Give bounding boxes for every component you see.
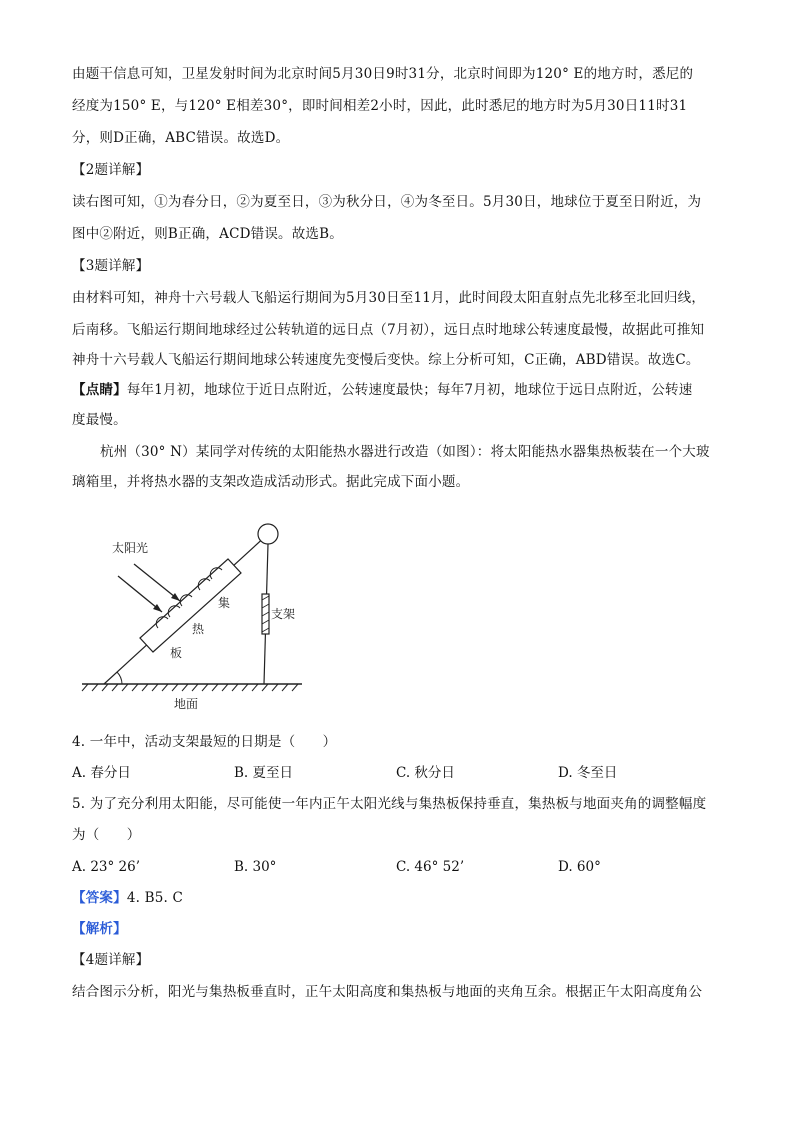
q4-option-b[interactable]: B. 夏至日 <box>234 765 294 781</box>
tip-text: 每年1月初，地球位于近日点附近，公转速度最快；每年7月初，地球位于远日点附近，公转速 <box>126 382 693 398</box>
label-ban: 板 <box>170 646 183 660</box>
pivot-circle <box>258 524 278 544</box>
q5-option-c[interactable]: C. 46° 52’ <box>396 859 465 875</box>
paragraph-line: 结合图示分析，阳光与集热板垂直时，正午太阳高度和集热板与地面的夹角互余。根据正午太阳高度角公 <box>72 984 703 1000</box>
answer-line <box>72 888 732 908</box>
q5-option-b[interactable]: B. 30° <box>234 859 277 875</box>
tip-label: 【点睛】 <box>72 382 127 398</box>
paragraph-line: 神舟十六号载人飞船运行期间地球公转速度先变慢后变快。综上分析可知，C正确，ABD错误。故选C。 <box>72 352 700 368</box>
intro-line: 杭州（30° N）某同学对传统的太阳能热水器进行改造（如图）：将太阳能热水器集热板装在一个大玻 <box>100 444 710 460</box>
section-heading-2: 【2题详解】 <box>72 162 150 178</box>
answer-text: 4. B5. C <box>126 890 184 906</box>
q5-option-d[interactable]: D. 60° <box>558 859 601 875</box>
solar-heater-diagram <box>78 518 338 714</box>
q4-option-d[interactable]: D. 冬至日 <box>558 765 618 781</box>
question-5-stem: 5. 为了充分利用太阳能，尽可能使一年内正午太阳光线与集热板保持垂直，集热板与地面夹角的调整幅度 <box>72 796 707 812</box>
label-sunlight: 太阳光 <box>112 541 149 555</box>
ground-hatching <box>82 684 298 691</box>
angle-arc <box>117 672 122 684</box>
tip-line <box>72 380 732 400</box>
section-heading-4: 【4题详解】 <box>72 952 150 968</box>
analysis-label: 【解析】 <box>72 921 127 937</box>
paragraph-line: 度最慢。 <box>72 412 127 428</box>
q4-option-c[interactable]: C. 秋分日 <box>396 765 455 781</box>
label-ground: 地面 <box>174 697 199 711</box>
solar-heater-figure <box>78 518 338 714</box>
label-re: 热 <box>192 622 205 636</box>
label-support: 支架 <box>271 607 296 621</box>
analysis-line <box>72 919 732 939</box>
label-ji: 集 <box>218 596 231 610</box>
paragraph-line: 图中②附近，则B正确，ACD错误。故选B。 <box>72 226 343 242</box>
paragraph-line: 后南移。飞船运行期间地球经过公转轨道的远日点（7月初），远日点时地球公转速度最慢，故据此可推知 <box>72 322 705 338</box>
question-4-stem: 4. 一年中，活动支架最短的日期是（ ） <box>72 734 337 750</box>
paragraph-line: 分，则D正确，ABC错误。故选D。 <box>72 130 290 146</box>
q5-option-a[interactable]: A. 23° 26’ <box>72 859 141 875</box>
paragraph-line: 读右图可知，①为春分日，②为夏至日，③为秋分日，④为冬至日。5月30日，地球位于夏至日附近，为 <box>72 194 702 210</box>
paragraph-line: 由题干信息可知，卫星发射时间为北京时间5月30日9时31分，北京时间即为120° E的地方时，悉尼的 <box>72 66 694 82</box>
paragraph-line: 经度为150° E，与120° E相差30°，即时间相差2小时，因此，此时悉尼的地方时为5月30日11时31 <box>72 98 688 114</box>
answer-label: 【答案】 <box>72 890 127 906</box>
section-heading-3: 【3题详解】 <box>72 258 150 274</box>
q4-option-a[interactable]: A. 春分日 <box>72 765 131 781</box>
question-5-stem: 为（ ） <box>72 827 141 843</box>
paragraph-line: 由材料可知，神舟十六号载人飞船运行期间为5月30日至11月，此时间段太阳直射点先北移至北回归线， <box>72 290 706 306</box>
intro-line: 璃箱里，并将热水器的支架改造成活动形式。据此完成下面小题。 <box>72 474 470 490</box>
